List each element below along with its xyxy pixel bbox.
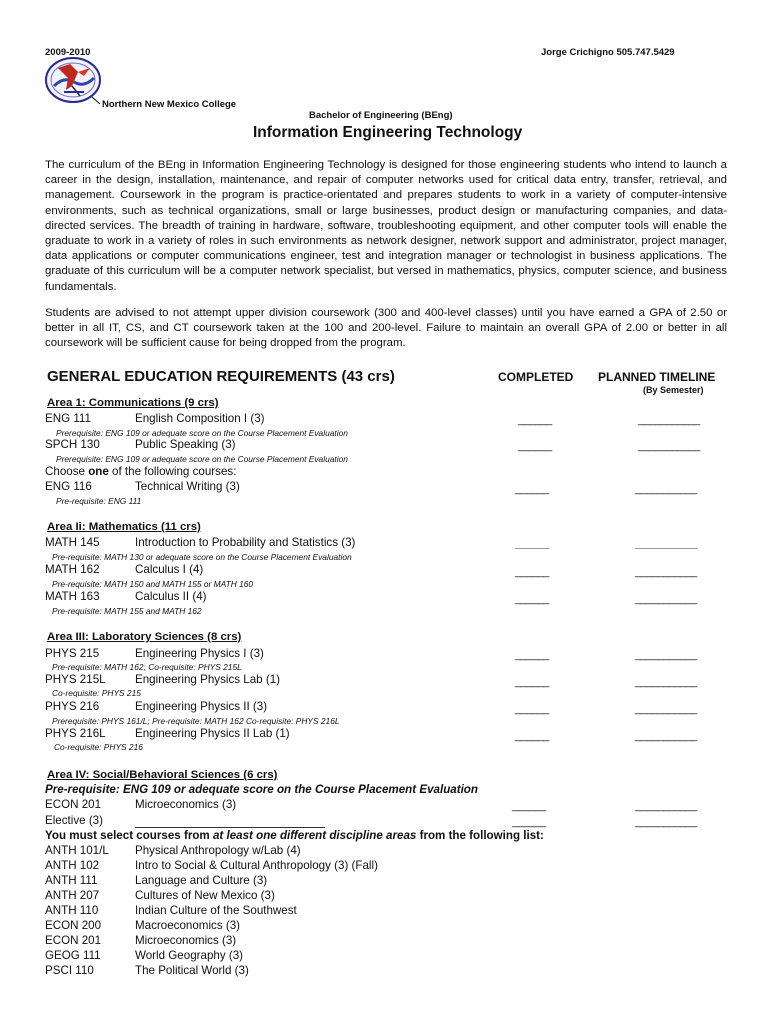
completed-blank[interactable]: ______ [518, 414, 552, 426]
course-code: ECON 200 [45, 919, 102, 932]
course-row [45, 647, 264, 660]
course-prereq: Pre-requisite: MATH 155 and MATH 162 [52, 606, 202, 616]
completed-blank[interactable]: ______ [515, 676, 549, 688]
area2-title: Area Ii: Mathematics [47, 521, 158, 533]
list-item [45, 843, 378, 858]
list-item [45, 933, 378, 948]
area2-heading [47, 521, 201, 533]
area2-credits: (11 crs) [157, 521, 201, 533]
by-semester-label: (By Semester) [643, 385, 704, 395]
course-name: Indian Culture of the Southwest [135, 904, 297, 917]
area4-prereq: Pre-requisite: ENG 109 or adequate score on the Course Placement Evaluation [45, 783, 478, 796]
course-name: Engineering Physics I (3) [135, 647, 264, 660]
course-name: Calculus I (4) [135, 563, 204, 576]
course-prereq: Co-requisite: PHYS 215 [52, 688, 141, 698]
list-item [45, 903, 378, 918]
course-name: Introduction to Probability and Statistics (3) [135, 536, 356, 549]
completed-blank[interactable]: ______ [515, 593, 549, 605]
area1-title: Area 1: Communications [47, 397, 182, 409]
course-code: PHYS 215L [45, 673, 106, 686]
course-name: Cultures of New Mexico (3) [135, 889, 275, 902]
course-code: ECON 201 [45, 798, 102, 811]
list-item [45, 858, 378, 873]
select-text-a: You must select courses from [45, 829, 213, 842]
course-row [45, 727, 290, 740]
completed-blank[interactable]: ______ [515, 730, 549, 742]
course-prereq: Pre-requisite: MATH 130 or adequate score on the Course Placement Evaluation [52, 552, 352, 562]
course-code: ANTH 110 [45, 904, 99, 917]
completed-blank[interactable]: ______ [515, 703, 549, 715]
elective-label: Elective (3) [45, 814, 103, 827]
completed-blank[interactable]: ______ [515, 649, 549, 661]
completed-blank[interactable]: ______ [515, 483, 549, 495]
course-name: Intro to Social & Cultural Anthropology (3) (Fall) [135, 859, 378, 872]
course-row [45, 563, 203, 576]
planned-blank[interactable]: ___________ [635, 816, 697, 828]
planned-blank[interactable]: ___________ [635, 800, 697, 812]
planned-blank[interactable]: ___________ [638, 414, 700, 426]
course-row [45, 412, 265, 425]
course-row [45, 438, 236, 451]
completed-blank[interactable]: ______ [515, 538, 549, 550]
planned-blank[interactable]: ___________ [638, 440, 700, 452]
course-code: ANTH 102 [45, 859, 100, 872]
course-code: ENG 111 [45, 412, 91, 425]
course-code: PSCI 110 [45, 964, 94, 977]
planned-blank[interactable]: ___________ [635, 649, 697, 661]
course-prereq: Prerequisite: ENG 109 or adequate score on the Course Placement Evaluation [56, 428, 348, 438]
completed-blank[interactable]: ______ [515, 566, 549, 578]
course-name: Macroeconomics (3) [135, 919, 241, 932]
course-code: GEOG 111 [45, 949, 101, 962]
course-name: Calculus II (4) [135, 590, 207, 603]
planned-blank[interactable]: ___________ [635, 483, 697, 495]
list-item [45, 873, 378, 888]
course-row [45, 673, 280, 686]
list-item [45, 963, 378, 978]
course-code: PHYS 216L [45, 727, 106, 740]
area4-credits: (6 crs) [240, 769, 278, 781]
select-text-b: at least one different discipline areas [212, 829, 417, 842]
completed-blank[interactable]: ______ [512, 816, 546, 828]
course-row [45, 798, 236, 811]
area1-credits: (9 crs) [181, 397, 219, 409]
course-prereq: Prerequisite: PHYS 161/L; Pre-requisite: MATH 162 Co-requisite: PHYS 216L [52, 716, 340, 726]
course-row [45, 590, 207, 603]
course-code: PHYS 216 [45, 700, 100, 713]
planned-blank[interactable]: ___________ [635, 566, 697, 578]
course-code: MATH 162 [45, 563, 100, 576]
course-code: ANTH 101/L [45, 844, 109, 857]
elective-row [45, 814, 103, 827]
area3-title: Area III: Laboratory Sciences [47, 631, 204, 643]
planned-blank[interactable]: ___________ [635, 676, 697, 688]
course-prereq: Prerequisite: ENG 109 or adequate score on the Course Placement Evaluation [56, 454, 348, 464]
discipline-course-list [45, 843, 378, 978]
list-item [45, 948, 378, 963]
course-code: PHYS 215 [45, 647, 100, 660]
course-name: Technical Writing (3) [135, 480, 240, 493]
page-title: Information Engineering Technology [253, 124, 523, 141]
course-name: Microeconomics (3) [135, 934, 237, 947]
choose-text-b: one [88, 465, 109, 478]
select-instruction [45, 829, 544, 842]
gen-ed-heading: GENERAL EDUCATION REQUIREMENTS (43 crs) [47, 368, 395, 385]
planned-blank[interactable]: ___________ [635, 593, 697, 605]
area4-heading [47, 769, 277, 781]
course-prereq: Pre-requisite: ENG 111 [56, 496, 142, 506]
planned-blank[interactable]: ___________ [635, 730, 697, 742]
course-name: Engineering Physics II Lab (1) [135, 727, 290, 740]
college-name: Northern New Mexico College [102, 99, 237, 110]
course-name: Microeconomics (3) [135, 798, 237, 811]
completed-blank[interactable]: ______ [512, 800, 546, 812]
course-code: ANTH 207 [45, 889, 100, 902]
course-code: ECON 201 [45, 934, 102, 947]
planned-timeline-header: PLANNED TIMELINE [598, 370, 716, 384]
area4-title: Area IV: Social/Behavioral Sciences [47, 769, 241, 781]
course-name: Engineering Physics Lab (1) [135, 673, 281, 686]
course-name: Engineering Physics II (3) [135, 700, 268, 713]
course-row [45, 480, 240, 493]
choose-text-a: Choose [45, 465, 89, 478]
choose-text-c: of the following courses: [108, 465, 237, 478]
gpa-paragraph: Students are advised to not attempt upper division coursework (300 and 400-level classes) until you have earned a GPA of 2.50 or better in all IT, CS, and CT coursework taken at the 100 and 200-level. Failure to maintain an overall GPA of 2.00 or better in all coursework will be sufficient cause for being dropped from the program. [45, 307, 727, 350]
completed-column-header: COMPLETED [498, 370, 574, 384]
select-text-c: from the following list: [416, 829, 544, 842]
area3-heading [47, 631, 241, 643]
logo-pointer-line [90, 96, 104, 106]
course-name: The Political World (3) [135, 964, 249, 977]
choose-one-instruction [45, 465, 236, 478]
list-item [45, 918, 378, 933]
course-code: SPCH 130 [45, 438, 100, 451]
course-prereq: Co-requisite: PHYS 216 [54, 742, 143, 752]
degree-name: Bachelor of Engineering (BEng) [309, 110, 453, 121]
contact-info: Jorge Crichigno 505.747.5429 [541, 47, 675, 58]
area1-heading [47, 397, 219, 409]
course-code: MATH 145 [45, 536, 100, 549]
course-row [45, 536, 355, 549]
course-name: Public Speaking (3) [135, 438, 236, 451]
planned-blank[interactable]: ___________ [635, 538, 697, 550]
academic-year: 2009-2010 [45, 47, 91, 58]
course-code: MATH 163 [45, 590, 100, 603]
list-item [45, 888, 378, 903]
course-name: English Composition I (3) [135, 412, 265, 425]
course-name: World Geography (3) [135, 949, 244, 962]
intro-paragraph: The curriculum of the BEng in Information Engineering Technology is designed for those engineering students who intend to launch a career in the design, installation, maintenance, and repair of computer networks used for critical data entry, transfer, retrieval, and management. Coursework in the program is practice-orientated and prepares students to work in a variety of computer-intensive environments, such as technical organizations, small or large businesses, product design or manufacturing companies, and data-directed services. The breadth of training in hardware, software, troubleshooting equipment, and other computer tools will enable the graduate to work in a variety of roles in such environments as network designer, network support and administrator, project manager, data applications or computer communications engineer, test and integration manager or technologist in business applications. The graduate of this curriculum will be a computer network specialist, but versed in mathematics, physics, computer science, and business fundamentals. [45, 159, 727, 293]
course-prereq: Pre-requisite: MATH 150 and MATH 155 or MATH 160 [52, 579, 254, 589]
course-row [45, 700, 267, 713]
course-name: Physical Anthropology w/Lab (4) [135, 844, 301, 857]
course-name: Language and Culture (3) [135, 874, 268, 887]
planned-blank[interactable]: ___________ [635, 703, 697, 715]
completed-blank[interactable]: ______ [518, 440, 552, 452]
course-code: ANTH 111 [45, 874, 98, 887]
course-prereq: Pre-requisite: MATH 162; Co-requisite: PHYS 215L [52, 662, 242, 672]
area3-credits: (8 crs) [204, 631, 242, 643]
course-code: ENG 116 [45, 480, 92, 493]
